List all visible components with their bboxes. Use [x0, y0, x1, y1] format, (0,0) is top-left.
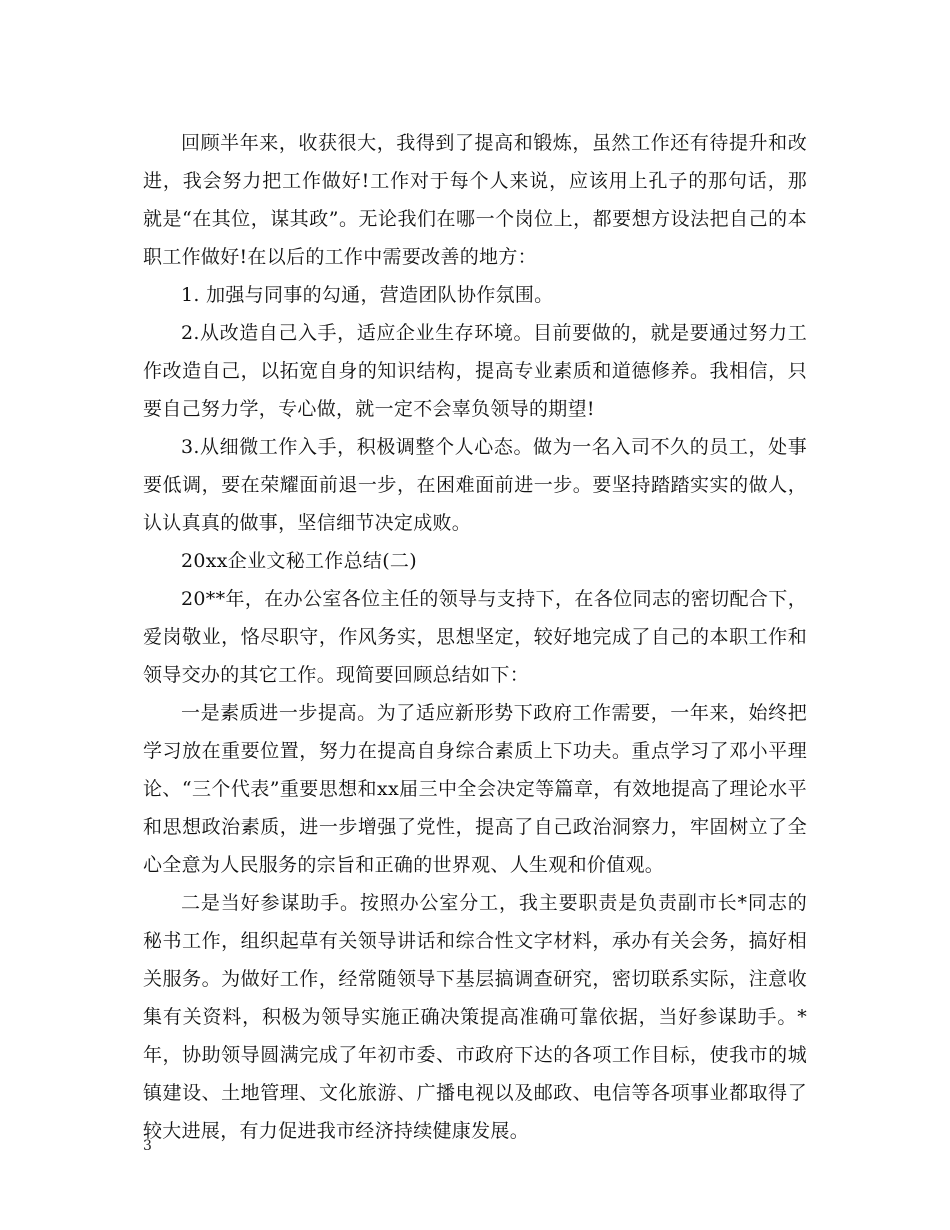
paragraph-intro: 20**年，在办公室各位主任的领导与支持下，在各位同志的密切配合下，爱岗敬业，恪尽职守，作风务实，思想坚定，较好地完成了自己的本职工作和领导交办的其它工作。现简要回顾总结如下： [143, 588, 807, 686]
paragraph-review-summary: 回顾半年来，收获很大，我得到了提高和锻炼，虽然工作还有待提升和改进，我会努力把工作做好!工作对于每个人来说，应该用上孔子的那句话，那就是“在其位，谋其政”。无论我们在哪一个岗位上，都要想方设法把自己的本职工作做好!在以后的工作中需要改善的地方： [143, 132, 807, 268]
paragraph-item-2: 2.从改造自己入手，适应企业生存环境。目前要做的，就是要通过努力工作改造自己，以拓宽自身的知识结构，提高专业素质和道德修养。我相信，只要自己努力学，专心做，就一定不会辜负领导的期望! [143, 322, 807, 420]
paragraph-item-3: 3.从细微工作入手，积极调整个人心态。做为一名入司不久的员工，处事要低调，要在荣耀面前退一步，在困难面前进一步。要坚持踏踏实实的做人，认认真真的做事，坚信细节决定成败。 [143, 436, 807, 534]
section-heading: 20xx企业文秘工作总结(二) [181, 550, 417, 572]
document-body [143, 124, 807, 1150]
paragraph-item-1: 1. 加强与同事的勾通，营造团队协作氛围。 [181, 284, 554, 306]
paragraph-assistant: 二是当好参谋助手。按照办公室分工，我主要职责是负责副市长*同志的秘书工作，组织起草有关领导讲话和综合性文字材料，承办有关会务，搞好相关服务。为做好工作，经常随领导下基层搞调查研究，密切联系实际，注意收集有关资料，积极为领导实施正确决策提高准确可靠依据，当好参谋助手。*年，协助领导圆满完成了年初市委、市政府下达的各项工作目标，使我市的城镇建设、土地管理、文化旅游、广播电视以及邮政、电信等各项事业都取得了较大进展，有力促进我市经济持续健康发展。 [143, 892, 807, 1142]
paragraph-quality: 一是素质进一步提高。为了适应新形势下政府工作需要，一年来，始终把学习放在重要位置，努力在提高自身综合素质上下功夫。重点学习了邓小平理论、“三个代表”重要思想和xx届三中全会决定等篇章，有效地提高了理论水平和思想政治素质，进一步增强了党性，提高了自己政治洞察力，牢固树立了全心全意为人民服务的宗旨和正确的世界观、人生观和价值观。 [143, 702, 807, 876]
page-number: 3 [143, 1138, 152, 1154]
